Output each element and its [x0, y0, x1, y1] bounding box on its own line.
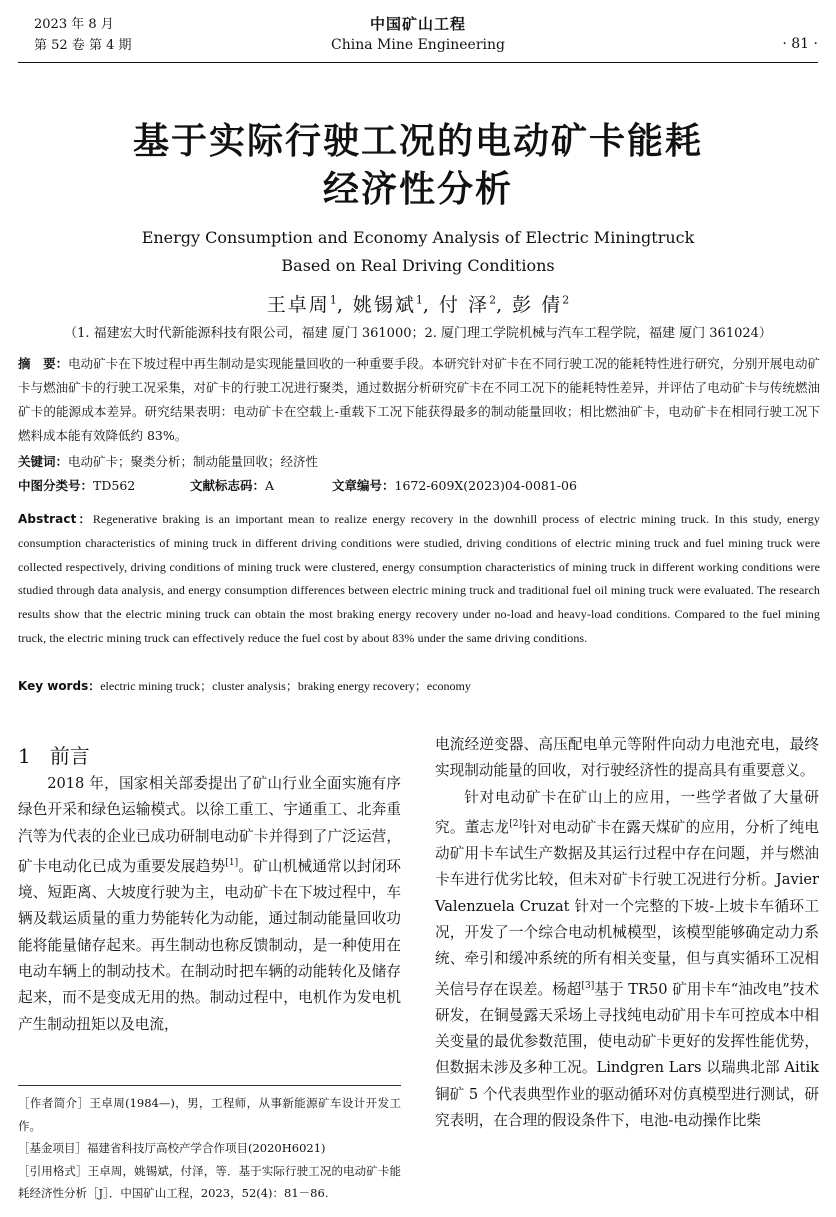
issue-volume: 第 52 卷 第 4 期 [34, 38, 132, 53]
clc-label: 中图分类号： [18, 478, 94, 493]
title-en-line-1: Energy Consumption and Economy Analysis of Electric Miningtruck [141, 228, 695, 247]
author-affil-mark: 2 [562, 293, 570, 307]
doc-code-label: 文献标志码： [190, 478, 266, 493]
paper-title-en [0, 224, 836, 280]
paragraph-text: 针对电动矿卡在矿山上的应用，一些学者做了大量研究。董志龙 [435, 788, 819, 836]
body-paragraph [18, 771, 401, 1038]
citation-ref: [2] [509, 818, 522, 829]
keywords-en [18, 674, 820, 698]
abstract-cn [18, 352, 820, 448]
abstract-cn-label: 摘 要： [18, 356, 69, 371]
paper-title-cn [0, 118, 836, 214]
article-number-label: 文章编号： [332, 478, 395, 493]
issue-date: 2023 年 8 月 [34, 17, 114, 32]
author-list: 王卓周$^1$, 姚锡斌$^1$, 付 泽$^2$, 彭 倩$^2$ [266, 293, 570, 316]
author-name: 付 泽 [439, 294, 490, 316]
body-column-right [435, 732, 819, 1134]
footnote-author-intro: ［作者简介］王卓周(1984—)，男，工程师，从事新能源矿车设计开发工作。 [18, 1096, 401, 1133]
journal-name-cn: 中国矿山工程 [369, 15, 466, 33]
section-title: 前言 [49, 744, 90, 768]
paragraph-text: 。矿山机械通常以封闭环境、短距离、大坡度行驶为主，电动矿卡在下坡过程中，车辆及载运质量的重力势能转化为动能，通过制动能量回收功能将能量储存起来。再生制动也称反馈制动，是一种使用在电动车辆上的制动技术。在制动时把车辆的动能转化及储存起来，而不是变成无用的热。制动过程中，电机作为发电机产生制动扭矩以及电流， [18, 857, 401, 1033]
clc-number [18, 476, 135, 494]
doc-code-value: A [265, 478, 275, 493]
abstract-en-text: Regenerative braking is an important mean to realize energy recovery in the downhill process of electric mining truck. In this study, energy consumption characteristics of mining truck in different driving conditions were studied, driving conditions of electric mining truck and fuel mining truck were collected respectively, driving conditions of mining truck were clustered, energy consumption characteristics of mining truck in different working conditions were studied through data analysis, and energy consumption differences between electric mining truck and traditional fuel oil mining truck were evaluated. The research results show that the electric mining truck can obtain the most braking energy recovery under no-load and heavy-load conditions. Compared to the fuel mining truck, the electric mining truck can effectively reduce the fuel cost by about 83% under the same driving conditions. [18, 512, 820, 645]
author-affil-mark: 1 [415, 293, 423, 307]
citation-ref: [3] [581, 980, 595, 991]
keywords-cn-text: 电动矿卡；聚类分析；制动能量回收；经济性 [68, 454, 319, 469]
footnotes [18, 1092, 401, 1205]
page-number: · 81 · [782, 36, 818, 52]
title-cn-line-2: 经济性分析 [322, 169, 513, 210]
affiliation: （1. 福建宏大时代新能源科技有限公司，福建 厦门 361000；2. 厦门理工学院机械与汽车工程学院，福建 厦门 361024） [64, 326, 772, 341]
paragraph-text: 基于 TR50 矿用卡车“油改电”技术研发，在铜曼露天采场上寻找纯电动矿用卡车可控成本中相关变量的最优参数范围，使电动矿卡更好的发挥性能优势，但数据未涉及多种工况。Lindgren Lars 以瑞典北部 Aitik 铜矿 5 个代表典型作业的驱动循环对仿真模型进行测试，研究表明，在合理的假设条件下，电池-电动操作比柴 [435, 980, 819, 1129]
keywords-cn [18, 450, 820, 474]
title-en-line-2: Based on Real Driving Conditions [281, 256, 555, 275]
author-name: 彭 倩 [512, 294, 563, 316]
footnote-citation: ［引用格式］王卓周，姚锡斌，付泽，等．基于实际行驶工况的电动矿卡能耗经济性分析［J］．中国矿山工程，2023，52(4)：81－86. [18, 1163, 401, 1200]
abstract-en [18, 508, 820, 651]
journal-name-en: China Mine Engineering [331, 37, 505, 53]
citation-ref: [1] [225, 857, 239, 868]
body-paragraph: 电流经逆变器、高压配电单元等附件向动力电池充电，最终实现制动能量的回收，对行驶经济性的提高具有重要意义。 [435, 736, 819, 780]
body-column-left [18, 771, 401, 1038]
author-affil-mark: 2 [489, 293, 497, 307]
header-divider [18, 62, 818, 63]
author-name: 姚锡斌 [352, 294, 416, 316]
author-affil-mark: 1 [329, 293, 337, 307]
footnote-fund: ［基金项目］福建省科技厅高校产学合作项目(2020H6021) [18, 1141, 326, 1155]
keywords-en-label: Key words： [18, 679, 101, 693]
footnote-divider [18, 1085, 401, 1086]
keywords-en-text: electric mining truck；cluster analysis；braking energy recovery；economy [100, 679, 471, 693]
clc-value: TD562 [93, 478, 136, 493]
article-number-value: 1672-609X(2023)04-0081-06 [394, 478, 577, 493]
abstract-en-label: Abstract： [18, 512, 93, 526]
title-cn-line-1: 基于实际行驶工况的电动矿卡能耗 [132, 121, 703, 162]
author-name: 王卓周 [266, 294, 330, 316]
section-heading [18, 740, 90, 769]
journal-name [0, 14, 836, 56]
paragraph-text: 2018 年，国家相关部委提出了矿山行业全面实施有序绿色开采和绿色运输模式。以徐工重工、宇通重工、北奔重汽等为代表的企业已成功研制电动矿卡并得到了广泛运营，矿卡电动化已成为重要发展趋势 [18, 775, 401, 875]
paragraph-text: 针对电动矿卡在露天煤矿的应用，分析了纯电动矿用卡车试生产数据及其运行过程中存在问题，并与燃油卡车进行优劣比较，但未对矿卡行驶工况进行分析。Javier Valenzuela Cruzat 针对一个完整的下坡-上坡卡车循环工况，开发了一个综合电动机械模型，该模型能够确定动力系统、牵引和缓冲系统的所有相关变量，但与真实循环工况相关信号存在误差。杨超 [435, 818, 819, 998]
article-number [332, 476, 577, 494]
body-paragraph [435, 785, 819, 1135]
section-number: 1 [18, 744, 31, 768]
document-code [190, 476, 274, 494]
abstract-cn-text: 电动矿卡在下坡过程中再生制动是实现能量回收的一种重要手段。本研究针对矿卡在不同行驶工况的能耗特性进行研究，分别开展电动矿卡与燃油矿卡的行驶工况采集，对矿卡的行驶工况进行聚类，通过数据分析研究矿卡在不同工况下的能耗特性差异，并评估了电动矿卡与传统燃油矿卡的能源成本差异。研究结果表明：电动矿卡在空载上-重载下工况下能获得最多的制动能量回收；相比燃油矿卡，电动矿卡在相同行驶工况下燃料成本能有效降低约 83%。 [18, 356, 820, 443]
keywords-cn-label: 关键词： [18, 454, 69, 469]
